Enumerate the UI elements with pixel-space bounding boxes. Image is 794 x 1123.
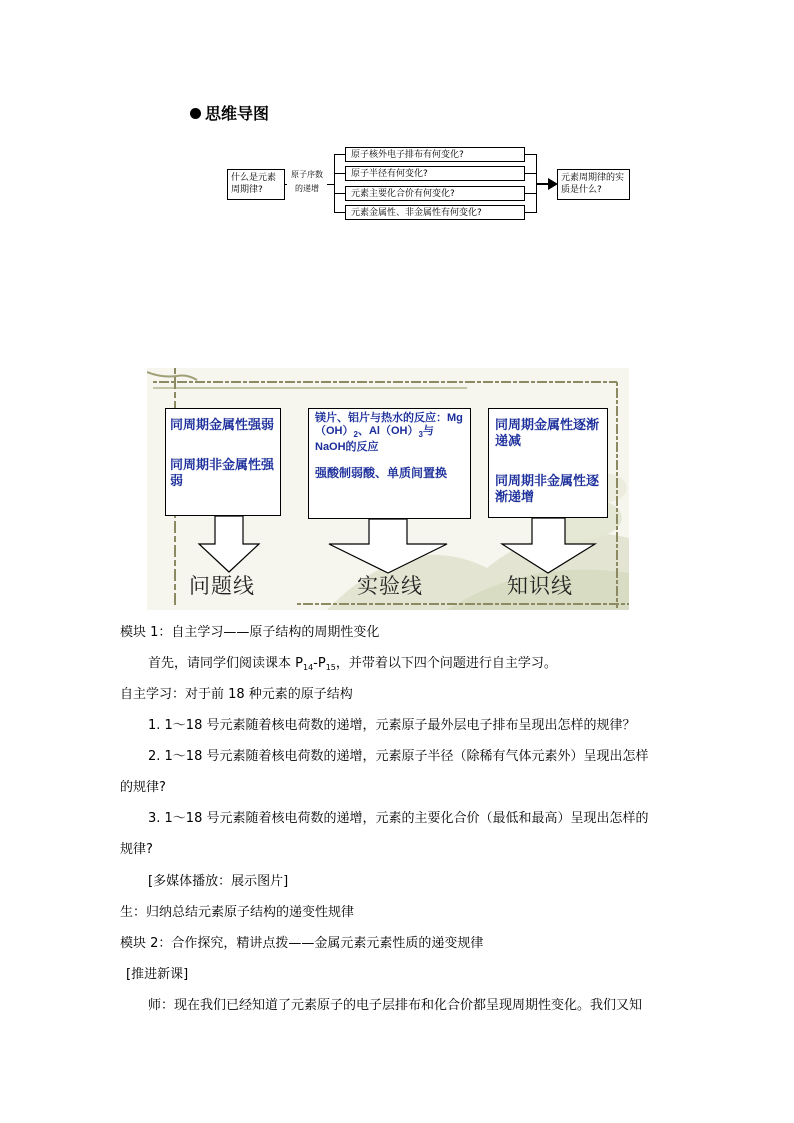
mindmap-heading-text: 思维导图 bbox=[205, 104, 270, 123]
label-knowledge-line: 知识线 bbox=[507, 574, 573, 598]
knowledge-text-1: 同周期金属性逐渐递减 bbox=[495, 417, 600, 448]
mindmap-question-4: 元素金属性、非金属性有何变化? bbox=[345, 205, 525, 220]
module1-title: 模块 1：自主学习——原子结构的周期性变化 bbox=[120, 625, 380, 640]
subscript: 3 bbox=[418, 430, 423, 439]
question-2-line1: 2. 1～18 号元素随着核电荷数的递增，元素原子半径（除稀有气体元素外）呈现出怎样 bbox=[148, 749, 649, 764]
problem-text-2: 同周期非金属性强弱 bbox=[170, 457, 275, 488]
mindmap-middle-line1: 原子序数 bbox=[291, 170, 323, 179]
experiment-text-1 bbox=[315, 412, 464, 454]
knowledge-text-2: 同周期非金属性逐渐递增 bbox=[495, 473, 600, 504]
mindmap-question-3: 元素主要化合价有何变化? bbox=[345, 186, 525, 201]
mindmap-connector bbox=[327, 184, 334, 185]
mindmap-branch bbox=[334, 154, 345, 155]
label-experiment-line: 实验线 bbox=[357, 574, 423, 598]
question-3-line2: 规律? bbox=[120, 842, 153, 857]
mindmap-connector bbox=[285, 184, 287, 185]
experiment-text-1c: 与NaOH的反应 bbox=[315, 425, 434, 453]
teacher-line: 师：现在我们已经知道了元素原子的电子层排布和化合价都呈现周期性变化。我们又知 bbox=[148, 998, 643, 1013]
intro-text-b: -P bbox=[313, 656, 326, 671]
subscript: 15 bbox=[325, 663, 336, 672]
mindmap-start-box: 什么是元素周期律? bbox=[227, 169, 285, 200]
mindmap-branch bbox=[334, 173, 345, 174]
experiment-text-2: 强酸制弱酸、单质间置换 bbox=[315, 466, 448, 480]
mindmap-left-bracket bbox=[334, 154, 335, 213]
question-1: 1. 1～18 号元素随着核电荷数的递增，元素原子最外层电子排布呈现出怎样的规律？ bbox=[148, 718, 636, 733]
question-3-line1: 3. 1～18 号元素随着核电荷数的递增，元素的主要化合价（最低和最高）呈现出怎样的 bbox=[148, 811, 649, 826]
mindmap-question-1: 原子核外电子排布有何变化? bbox=[345, 147, 525, 162]
self-study-heading: 自主学习：对于前 18 种元素的原子结构 bbox=[120, 687, 353, 702]
mindmap-middle-line2: 的递增 bbox=[295, 184, 319, 193]
problem-line-box bbox=[165, 408, 281, 516]
label-problem-line: 问题线 bbox=[189, 574, 255, 598]
intro-text-c: ，并带着以下四个问题进行自主学习。 bbox=[335, 656, 557, 671]
subscript: 2 bbox=[353, 430, 358, 439]
mindmap-heading bbox=[190, 104, 269, 124]
mindmap-end-box: 元素周期律的实质是什么? bbox=[557, 169, 630, 200]
mindmap-question-2: 原子半径有何变化? bbox=[345, 166, 525, 181]
mindmap-middle-label bbox=[287, 168, 327, 200]
experiment-text-1b: 、Al（OH） bbox=[357, 425, 419, 437]
experiment-text-1a: 镁片、铝片与热水的反应：Mg（OH） bbox=[315, 412, 463, 437]
three-lines-figure bbox=[147, 368, 629, 610]
multimedia-note: [多媒体播放：展示图片] bbox=[148, 874, 289, 889]
question-2-line2: 的规律? bbox=[120, 780, 166, 795]
intro-text-a: 首先，请同学们阅读课本 P bbox=[148, 656, 303, 671]
new-lesson-note: [推进新课] bbox=[126, 967, 189, 982]
mindmap-branch bbox=[334, 212, 345, 213]
mindmap-branch bbox=[334, 193, 345, 194]
module2-title: 模块 2：合作探究，精讲点拨——金属元素元素性质的递变规律 bbox=[120, 936, 484, 951]
bullet-dot-icon bbox=[190, 108, 201, 119]
intro-paragraph bbox=[148, 655, 557, 677]
problem-text-1: 同周期金属性强弱 bbox=[170, 417, 275, 432]
student-line: 生：归纳总结元素原子结构的递变性规律 bbox=[120, 905, 355, 920]
experiment-line-box bbox=[308, 408, 471, 519]
subscript: 14 bbox=[302, 663, 314, 672]
knowledge-line-box bbox=[488, 408, 608, 518]
